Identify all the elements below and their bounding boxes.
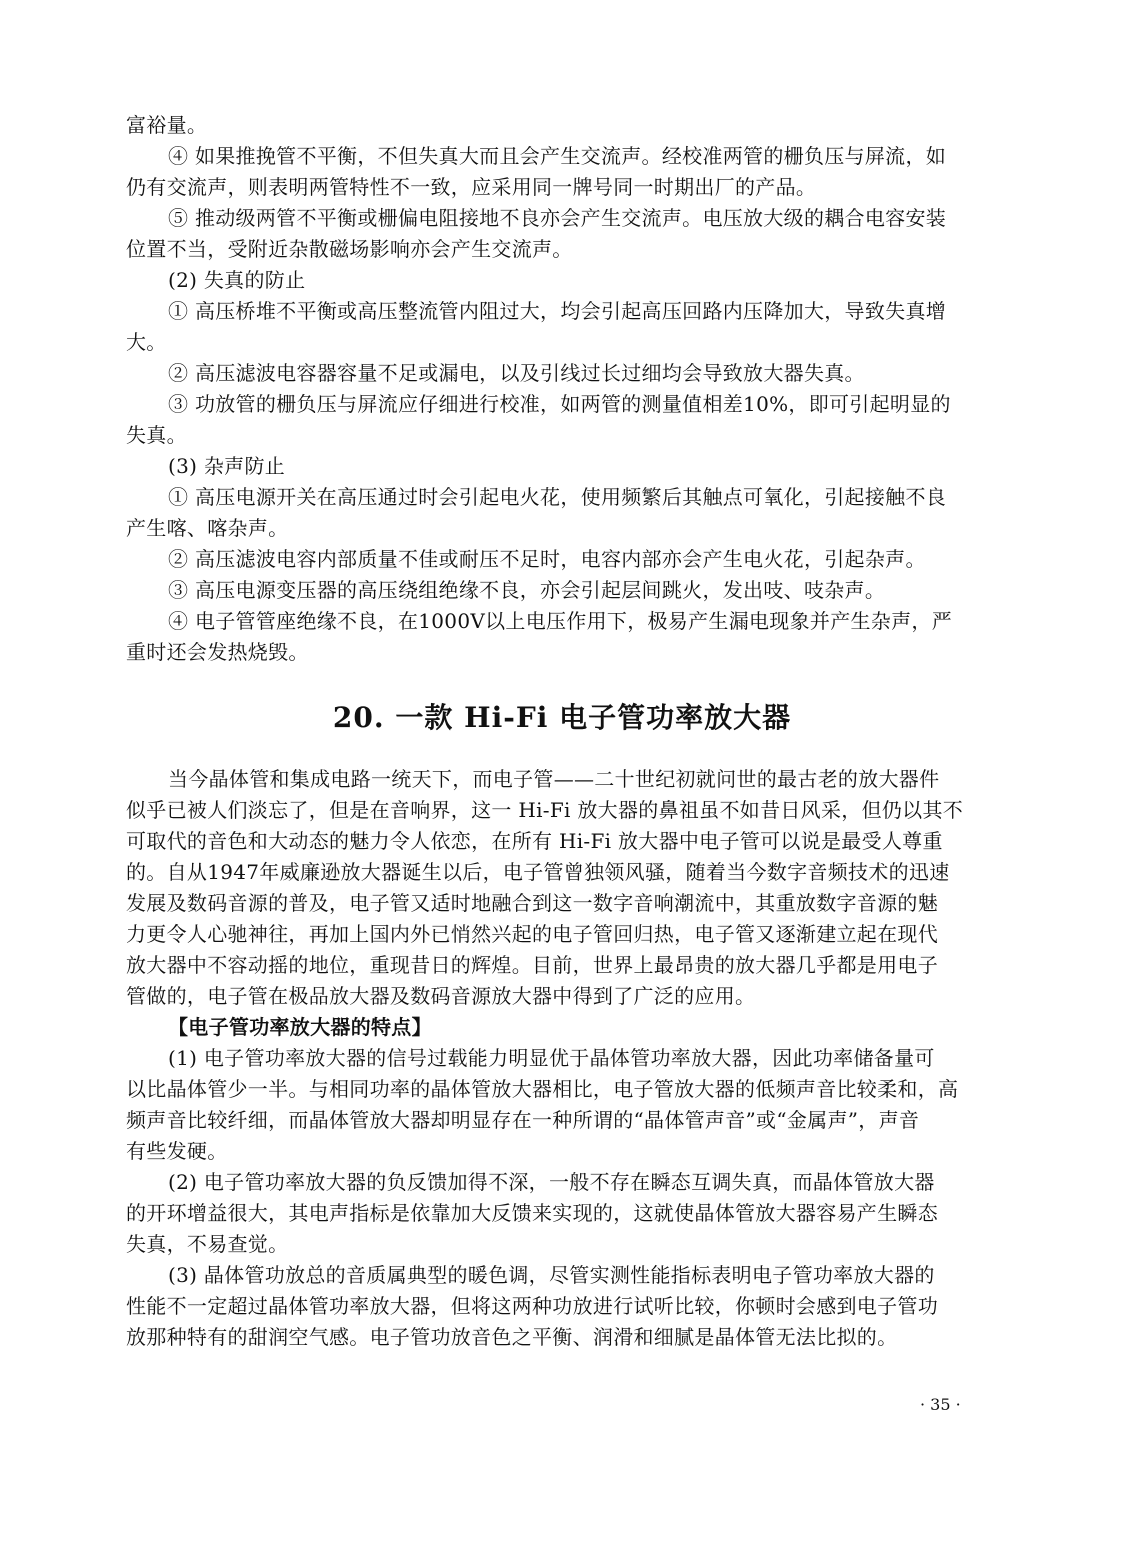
text-line: 放那种特有的甜润空气感。电子管功放音色之平衡、润滑和细腻是晶体管无法比拟的。: [126, 1325, 898, 1349]
text-line: (2) 电子管功率放大器的负反馈加得不深，一般不存在瞬态互调失真，而晶体管放大器: [168, 1170, 935, 1194]
text-line: 位置不当，受附近杂散磁场影响亦会产生交流声。: [126, 237, 573, 261]
text-line: ⑤ 推动级两管不平衡或栅偏电阻接地不良亦会产生交流声。电压放大级的耦合电容安装: [168, 206, 947, 230]
text-line: 频声音比较纤细，而晶体管放大器却明显存在一种所谓的“晶体管声音”或“金属声”，声音: [126, 1108, 920, 1132]
text-line: 产生喀、喀杂声。: [126, 516, 289, 540]
text-line: 以比晶体管少一半。与相同功率的晶体管放大器相比，电子管放大器的低频声音比较柔和，高: [126, 1077, 959, 1101]
section-title: 20. 一款 Hi-Fi 电子管功率放大器: [332, 701, 792, 734]
text-line: ③ 功放管的栅负压与屏流应仔细进行校准，如两管的测量值相差10%，即可引起明显的: [168, 392, 951, 416]
text-line: 管做的，电子管在极品放大器及数码音源放大器中得到了广泛的应用。: [126, 984, 756, 1008]
top-text-block: [126, 110, 998, 668]
text-line: ② 高压滤波电容器容量不足或漏电，以及引线过长过细均会导致放大器失真。: [168, 361, 865, 385]
text-line: ② 高压滤波电容内部质量不佳或耐压不足时，电容内部亦会产生电火花，引起杂声。: [168, 547, 926, 571]
text-line: ① 高压桥堆不平衡或高压整流管内阻过大，均会引起高压回路内压降加大，导致失真增: [168, 299, 947, 323]
text-line: 性能不一定超过晶体管功率放大器，但将这两种功放进行试听比较，你顿时会感到电子管功: [126, 1294, 938, 1318]
subheading: (3) 杂声防止: [168, 454, 286, 478]
text-line: 的。自从1947年威廉逊放大器诞生以后，电子管曾独领风骚，随着当今数字音频技术的迅速: [126, 860, 950, 884]
text-line: 失真，不易查觉。: [126, 1232, 289, 1256]
text-line: 富裕量。: [126, 113, 208, 137]
text-line: (3) 晶体管功放总的音质属典型的暖色调，尽管实测性能指标表明电子管功率放大器的: [168, 1263, 935, 1287]
text-line: 发展及数码音源的普及，电子管又适时地融合到这一数字音响潮流中，其重放数字音源的魅: [126, 891, 938, 915]
text-line: 当今晶体管和集成电路一统天下，而电子管——二十世纪初就问世的最古老的放大器件: [168, 767, 940, 791]
text-line: 放大器中不容动摇的地位，重现昔日的辉煌。目前，世界上最昂贵的放大器几乎都是用电子: [126, 953, 938, 977]
text-line: 有些发硬。: [126, 1139, 228, 1163]
text-line: ④ 电子管管座绝缘不良，在1000V以上电压作用下，极易产生漏电现象并产生杂声，严: [168, 609, 952, 633]
text-line: 失真。: [126, 423, 187, 447]
text-line: 的开环增益很大，其电声指标是依靠加大反馈来实现的，这就使晶体管放大器容易产生瞬态: [126, 1201, 938, 1225]
subheading: (2) 失真的防止: [168, 268, 306, 292]
text-line: ③ 高压电源变压器的高压绕组绝缘不良，亦会引起层间跳火，发出吱、吱杂声。: [168, 578, 886, 602]
document-page: [126, 110, 998, 1353]
text-line: 仍有交流声，则表明两管特性不一致，应采用同一牌号同一时期出厂的产品。: [126, 175, 817, 199]
text-line: ① 高压电源开关在高压通过时会引起电火花，使用频繁后其触点可氧化，引起接触不良: [168, 485, 947, 509]
text-line: 可取代的音色和大动态的魅力令人依恋，在所有 Hi-Fi 放大器中电子管可以说是最受人尊重: [126, 829, 943, 853]
text-line: 似乎已被人们淡忘了，但是在音响界，这一 Hi-Fi 放大器的鼻祖虽不如昔日风采，但仍以其不: [126, 798, 964, 822]
page-number: · 35 ·: [920, 1395, 961, 1414]
text-line: 重时还会发热烧毁。: [126, 640, 309, 664]
text-line: (1) 电子管功率放大器的信号过载能力明显优于晶体管功率放大器，因此功率储备量可: [168, 1046, 935, 1070]
text-line: ④ 如果推挽管不平衡，不但失真大而且会产生交流声。经校准两管的栅负压与屏流，如: [168, 144, 947, 168]
text-line: 力更令人心驰神往，再加上国内外已悄然兴起的电子管回归热，电子管又逐渐建立起在现代: [126, 922, 938, 946]
text-line: 大。: [126, 330, 167, 354]
features-heading: 【电子管功率放大器的特点】: [168, 1015, 432, 1039]
features-block: [126, 1043, 998, 1353]
intro-paragraph: [126, 764, 998, 1012]
